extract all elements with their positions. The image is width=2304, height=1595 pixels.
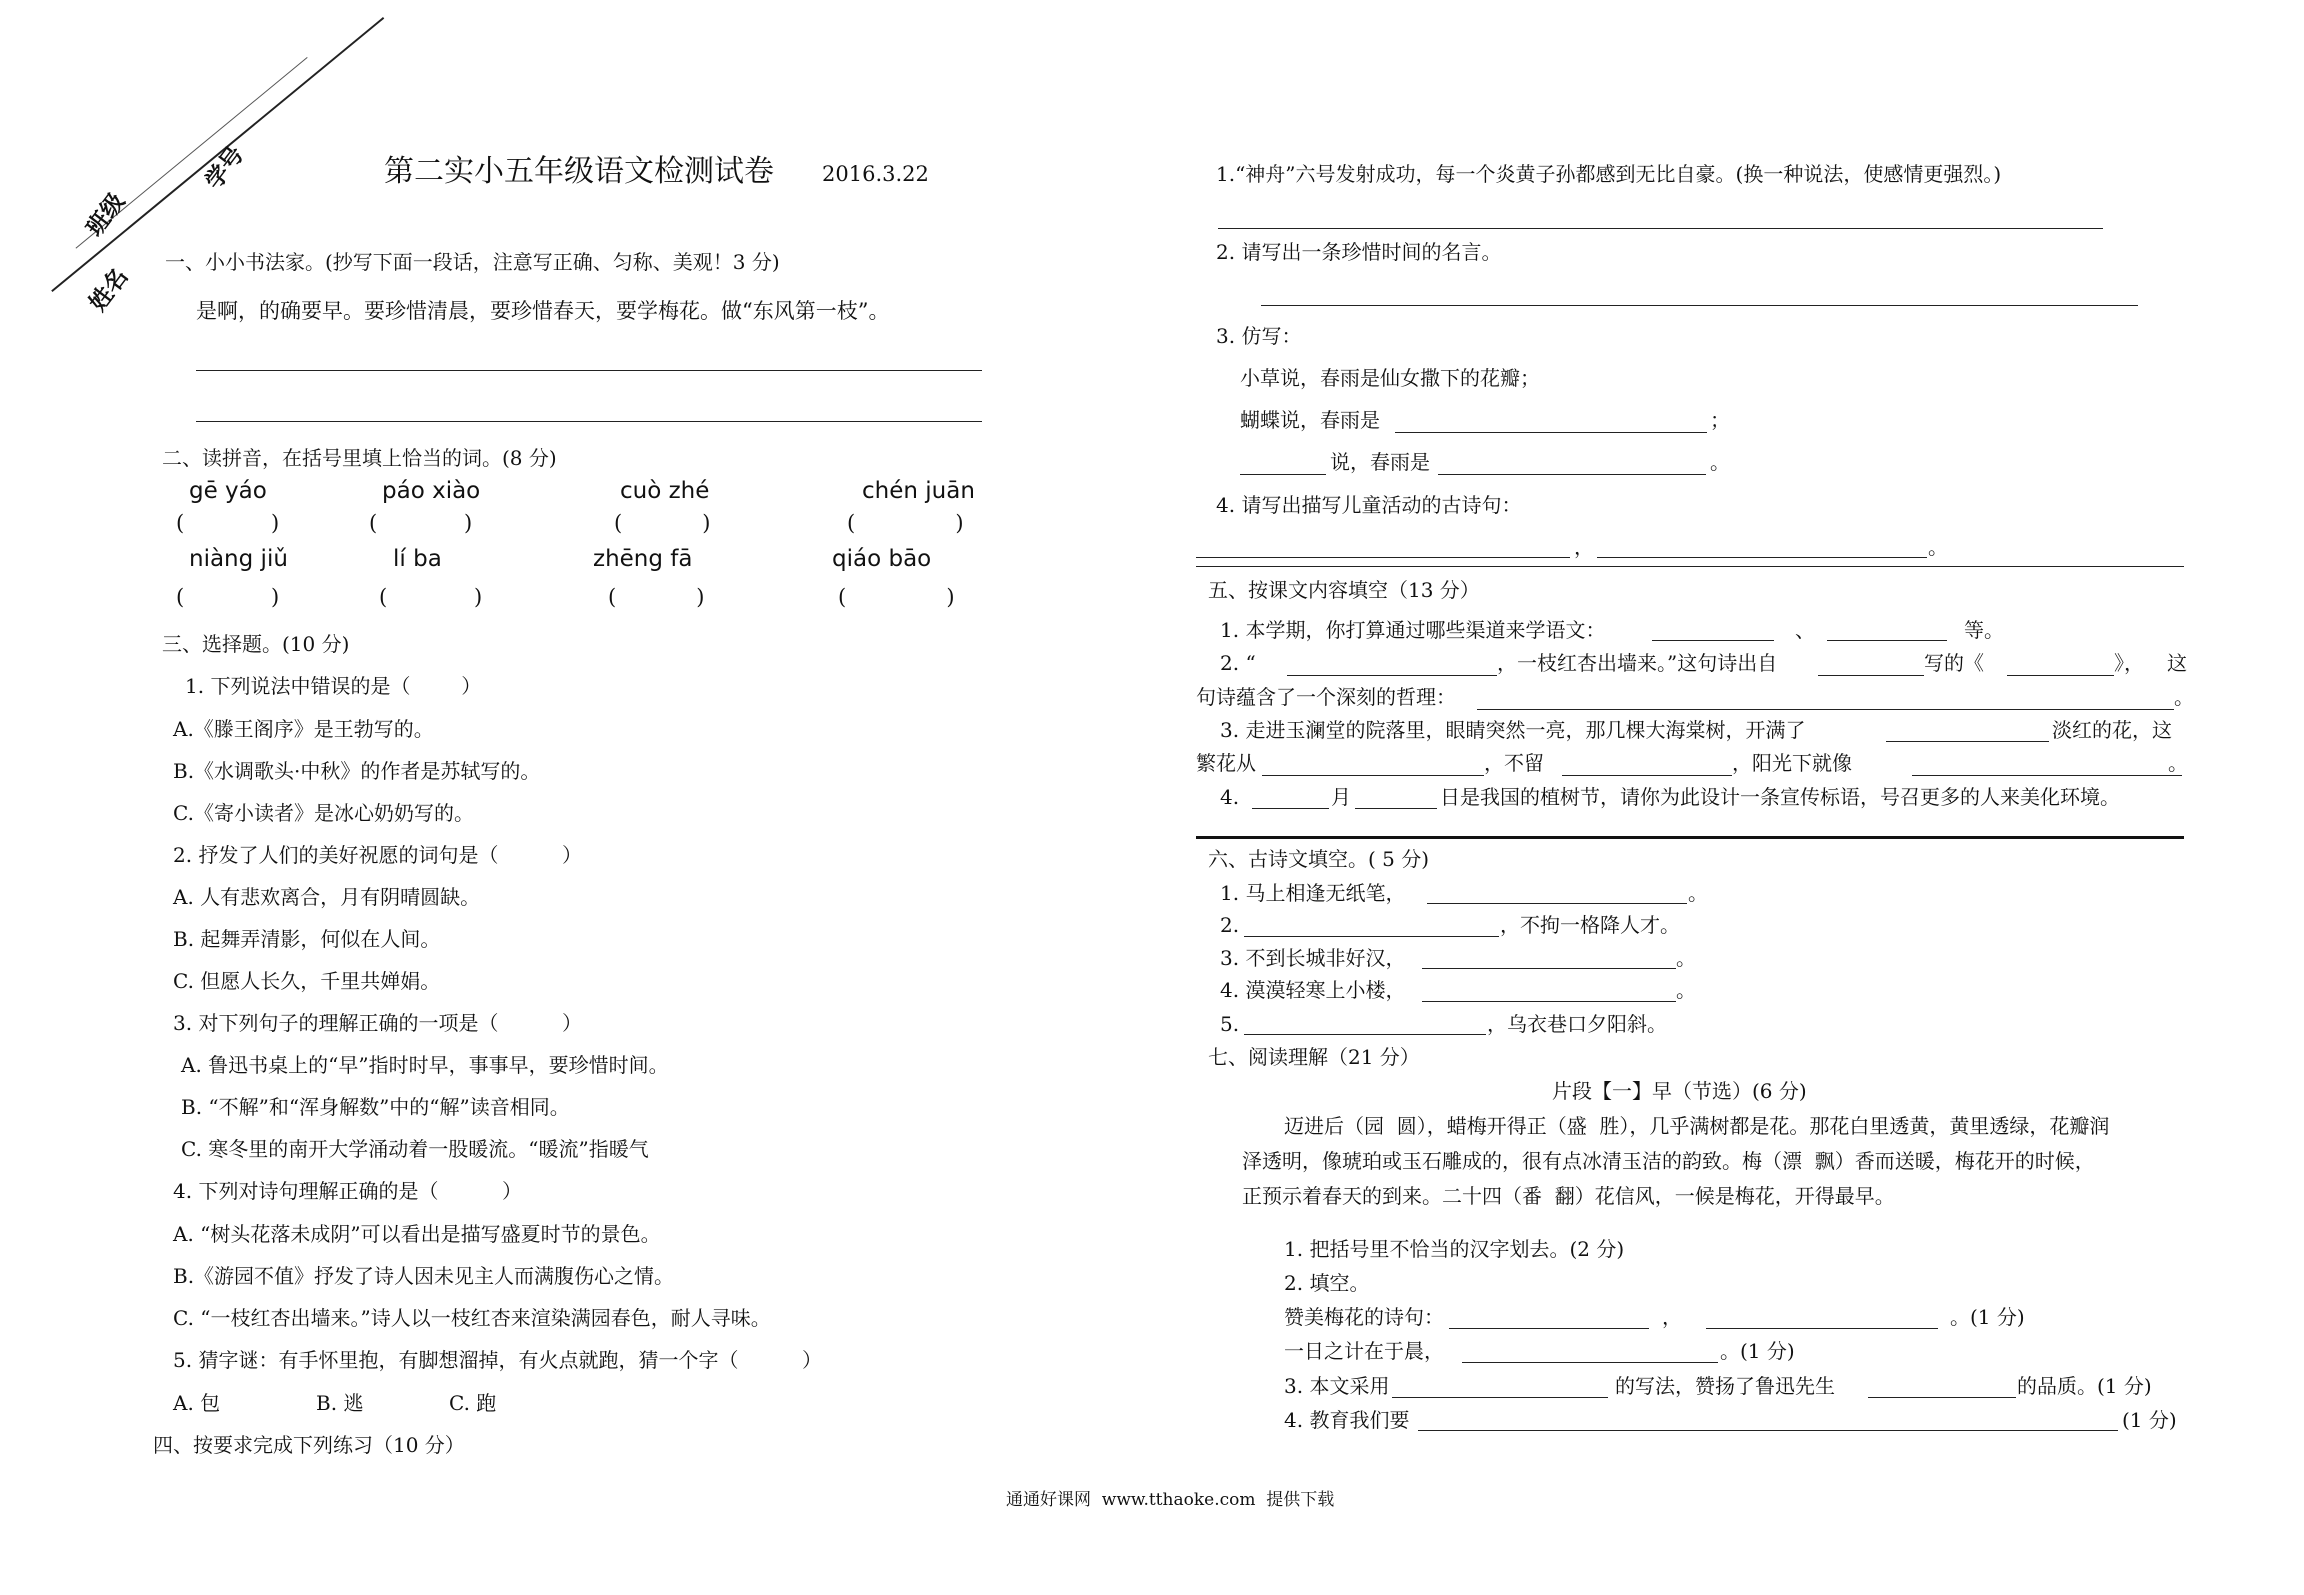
answer-brackets-5[interactable]: ( ) bbox=[176, 585, 280, 609]
answer-brackets-3[interactable]: ( ) bbox=[614, 511, 711, 535]
pinyin-2: páo xiào bbox=[382, 478, 481, 504]
period: 。 bbox=[1676, 978, 1696, 1002]
q3-2a: A. 人有悲欢离合，月有阴晴圆缺。 bbox=[173, 885, 481, 909]
answer-line[interactable] bbox=[1886, 741, 2049, 742]
answer-line[interactable] bbox=[2007, 675, 2114, 676]
pinyin-8: qiáo bāo bbox=[832, 546, 932, 572]
q3-2: 2. 抒发了人们的美好祝愿的词句是（ ） bbox=[173, 843, 583, 867]
answer-line[interactable] bbox=[1244, 936, 1499, 937]
answer-line[interactable] bbox=[1262, 775, 1484, 776]
passage-line-1: 迈进后（园 圆），蜡梅开得正（盛 胜），几乎满树都是花。那花白里透黄，黄里透绿，花瓣润 bbox=[1284, 1114, 2110, 1138]
sec7-q2b: ， bbox=[1662, 1305, 1682, 1329]
sec5-q3b: 淡红的花，这 bbox=[2052, 718, 2172, 742]
sec4-q3: 3. 仿写： bbox=[1216, 324, 1302, 348]
class-label: 班级 bbox=[80, 188, 131, 242]
period: 。 bbox=[2174, 685, 2194, 709]
q3-4c: C. “一枝红杏出墙来。”诗人以一枝红杏来渲染满园春色，耐人寻味。 bbox=[173, 1306, 771, 1330]
answer-brackets-6[interactable]: ( ) bbox=[379, 585, 483, 609]
sec6-q1: 1. 马上相逢无纸笔， bbox=[1220, 881, 1406, 905]
sec5-q2b: ，一枝红杏出墙来。”这句诗出自 bbox=[1497, 651, 1778, 675]
sec7-q2e: 。(1 分) bbox=[1720, 1339, 1795, 1363]
sec7-q3b: 的写法，赞扬了鲁迅先生 bbox=[1615, 1374, 1835, 1398]
q3-3a: A. 鲁迅书桌上的“早”指时时早，事事早，要珍惜时间。 bbox=[181, 1053, 669, 1077]
passage-line-2: 泽透明，像琥珀或玉石雕成的，很有点冰清玉洁的韵致。梅（漂 飘）香而送暖，梅花开的时候， bbox=[1242, 1149, 2095, 1173]
period: 。 bbox=[1688, 881, 1708, 905]
answer-line[interactable] bbox=[1261, 305, 2138, 306]
q3-2b: B. 起舞弄清影，何似在人间。 bbox=[173, 927, 441, 951]
passage-line-3: 正预示着春天的到来。二十四（番 翻）花信风，一候是梅花，开得最早。 bbox=[1242, 1184, 1895, 1208]
pinyin-7: zhēng fā bbox=[593, 546, 693, 572]
answer-line[interactable] bbox=[1438, 474, 1706, 475]
sec6-q5b: ，乌衣巷口夕阳斜。 bbox=[1487, 1012, 1667, 1036]
sec6-q4: 4. 漠漠轻寒上小楼， bbox=[1220, 978, 1406, 1002]
answer-line[interactable] bbox=[1562, 775, 1732, 776]
q3-4b: B.《游园不值》抒发了诗人因未见主人而满腹伤心之情。 bbox=[173, 1264, 675, 1288]
answer-line[interactable] bbox=[1652, 640, 1774, 641]
pinyin-1: gē yáo bbox=[189, 478, 267, 504]
answer-line[interactable] bbox=[1252, 808, 1329, 809]
write-line[interactable] bbox=[196, 421, 982, 422]
sec4-q3c: 说，春雨是 bbox=[1330, 450, 1430, 474]
sec4-q2: 2. 请写出一条珍惜时间的名言。 bbox=[1216, 240, 1502, 264]
answer-line[interactable] bbox=[1597, 557, 1927, 558]
sec6-q2a: 2. bbox=[1220, 913, 1240, 937]
q3-1b: B.《水调歌头·中秋》的作者是苏轼写的。 bbox=[173, 759, 541, 783]
sec1-heading: 一、小小书法家。(抄写下面一段话，注意写正确、匀称、美观！3 分) bbox=[165, 250, 780, 274]
q3-5a: A. 包 bbox=[173, 1391, 221, 1415]
sec7-q1: 1. 把括号里不恰当的汉字划去。(2 分) bbox=[1284, 1237, 1625, 1261]
pinyin-3: cuò zhé bbox=[620, 478, 710, 504]
name-label: 姓名 bbox=[83, 263, 134, 317]
period: 。 bbox=[1676, 946, 1696, 970]
sec4-q1: 1.“神舟”六号发射成功，每一个炎黄子孙都感到无比自豪。(换一种说法，使感情更强烈。) bbox=[1216, 162, 2002, 186]
answer-line[interactable] bbox=[1706, 1328, 1938, 1329]
sec5-q2e: 这 bbox=[2167, 651, 2187, 675]
q3-1a: A.《滕王阁序》是王勃写的。 bbox=[173, 717, 434, 741]
sec7-subtitle: 片段【一】早（节选）(6 分) bbox=[1552, 1079, 1807, 1103]
comma: ， bbox=[1574, 535, 1594, 559]
sec5-q3e: ，阳光下就像 bbox=[1732, 751, 1852, 775]
answer-brackets-8[interactable]: ( ) bbox=[838, 585, 955, 609]
answer-brackets-4[interactable]: ( ) bbox=[847, 511, 964, 535]
sec6-q5a: 5. bbox=[1220, 1012, 1240, 1036]
q3-5c: C. 跑 bbox=[449, 1391, 497, 1415]
answer-line[interactable] bbox=[1868, 1397, 2016, 1398]
answer-line[interactable] bbox=[1427, 903, 1687, 904]
sec4-q3b: 蝴蝶说，春雨是 bbox=[1240, 408, 1380, 432]
answer-line[interactable] bbox=[1196, 557, 1570, 558]
sec5-q3d: ，不留 bbox=[1484, 751, 1544, 775]
pinyin-5: niàng jiǔ bbox=[189, 546, 288, 572]
sec5-q2f: 句诗蕴含了一个深刻的哲理： bbox=[1196, 685, 1456, 709]
answer-line[interactable] bbox=[1395, 432, 1707, 433]
sec5-q2d: 》， bbox=[2114, 651, 2144, 675]
sec5-q2c: 写的《 bbox=[1924, 651, 1984, 675]
sec5-q4b: 月 bbox=[1331, 785, 1351, 809]
sec1-text: 是啊，的确要早。要珍惜清晨，要珍惜春天，要学梅花。做“东风第一枝”。 bbox=[196, 299, 890, 323]
section-divider bbox=[1196, 836, 2184, 839]
sec4-q3a: 小草说，春雨是仙女撒下的花瓣； bbox=[1240, 366, 1540, 390]
sec5-heading: 五、按课文内容填空（13 分） bbox=[1208, 578, 1480, 602]
sec5-q4c: 日是我国的植树节，请你为此设计一条宣传标语，号召更多的人来美化环境。 bbox=[1440, 785, 2120, 809]
sec6-q2b: ，不拘一格降人才。 bbox=[1500, 913, 1680, 937]
answer-line[interactable] bbox=[1392, 1397, 1608, 1398]
answer-line[interactable] bbox=[1355, 808, 1437, 809]
sec5-q3a: 3. 走进玉澜堂的院落里，眼睛突然一亮，那几棵大海棠树，开满了 bbox=[1220, 718, 1806, 742]
answer-line[interactable] bbox=[1912, 775, 2182, 776]
q3-3c: C. 寒冬里的南开大学涌动着一股暖流。“暖流”指暖气 bbox=[181, 1137, 649, 1161]
footer-source: 通通好课网 www.tthaoke.com 提供下载 bbox=[1006, 1490, 1335, 1510]
answer-brackets-1[interactable]: ( ) bbox=[176, 511, 280, 535]
exam-date: 2016.3.22 bbox=[822, 162, 929, 186]
pinyin-4: chén juān bbox=[862, 478, 975, 504]
sec5-q1c: 等。 bbox=[1964, 618, 2004, 642]
q3-5b: B. 逃 bbox=[316, 1391, 364, 1415]
sec3-heading: 三、选择题。(10 分) bbox=[162, 632, 350, 656]
q3-3: 3. 对下列句子的理解正确的一项是（ ） bbox=[173, 1011, 583, 1035]
student-id-label: 学号 bbox=[199, 141, 250, 195]
q3-1c: C.《寄小读者》是冰心奶奶写的。 bbox=[173, 801, 474, 825]
sec7-q2d: 一日之计在于晨， bbox=[1284, 1339, 1444, 1363]
sec4-heading: 四、按要求完成下列练习（10 分） bbox=[153, 1433, 465, 1457]
answer-line[interactable] bbox=[1462, 1362, 1718, 1363]
semicolon: ； bbox=[1710, 408, 1730, 432]
answer-brackets-2[interactable]: ( ) bbox=[369, 511, 473, 535]
write-line[interactable] bbox=[196, 370, 982, 371]
answer-line[interactable] bbox=[1827, 640, 1947, 641]
pinyin-6: lí ba bbox=[393, 546, 442, 572]
sec6-q3: 3. 不到长城非好汉， bbox=[1220, 946, 1406, 970]
answer-line[interactable] bbox=[1422, 968, 1676, 969]
sec7-q2: 2. 填空。 bbox=[1284, 1271, 1370, 1295]
section-divider bbox=[1196, 566, 2184, 567]
period: 。 bbox=[1710, 450, 1730, 474]
sec5-q1a: 1. 本学期，你打算通过哪些渠道来学语文： bbox=[1220, 618, 1606, 642]
sec2-heading: 二、读拼音，在括号里填上恰当的词。(8 分) bbox=[162, 446, 557, 470]
answer-line[interactable] bbox=[1818, 675, 1924, 676]
sec5-q3c: 繁花从 bbox=[1196, 751, 1256, 775]
answer-line[interactable] bbox=[1418, 1430, 2118, 1431]
sec5-q4a: 4. bbox=[1220, 785, 1240, 809]
q3-4: 4. 下列对诗句理解正确的是（ ） bbox=[173, 1179, 523, 1203]
sec4-q4: 4. 请写出描写儿童活动的古诗句： bbox=[1216, 493, 1522, 517]
sec7-q3a: 3. 本文采用 bbox=[1284, 1374, 1390, 1398]
q3-3b: B. “不解”和“浑身解数”中的“解”读音相同。 bbox=[181, 1095, 570, 1119]
period: 。 bbox=[2168, 751, 2188, 775]
answer-line[interactable] bbox=[1218, 228, 2103, 229]
sec5-q2a: 2. “ bbox=[1220, 651, 1256, 675]
sec7-q3c: 的品质。(1 分) bbox=[2017, 1374, 2152, 1398]
answer-line[interactable] bbox=[1240, 474, 1326, 475]
period: 。 bbox=[1928, 535, 1948, 559]
answer-line[interactable] bbox=[1244, 1034, 1486, 1035]
sec6-heading: 六、古诗文填空。( 5 分) bbox=[1208, 847, 1430, 871]
sec7-q2c: 。(1 分) bbox=[1950, 1305, 2025, 1329]
q3-4a: A. “树头花落未成阴”可以看出是描写盛夏时节的景色。 bbox=[173, 1222, 661, 1246]
answer-line[interactable] bbox=[1287, 675, 1497, 676]
q3-1: 1. 下列说法中错误的是（ ） bbox=[185, 674, 482, 698]
q3-2c: C. 但愿人长久，千里共婵娟。 bbox=[173, 969, 441, 993]
sec7-q4a: 4. 教育我们要 bbox=[1284, 1408, 1410, 1432]
answer-line[interactable] bbox=[1422, 1001, 1676, 1002]
q3-5: 5. 猜字谜：有手怀里抱，有脚想溜掉，有火点就跑，猜一个字（ ） bbox=[173, 1348, 823, 1372]
sec5-q1b: 、 bbox=[1795, 618, 1815, 642]
answer-line[interactable] bbox=[1449, 1328, 1649, 1329]
page-title: 第二实小五年级语文检测试卷 bbox=[384, 154, 774, 189]
answer-brackets-7[interactable]: ( ) bbox=[608, 585, 705, 609]
sec7-q2a: 赞美梅花的诗句： bbox=[1284, 1305, 1444, 1329]
sec7-q4b: (1 分) bbox=[2122, 1408, 2177, 1432]
answer-line[interactable] bbox=[1477, 709, 2174, 710]
sec7-heading: 七、阅读理解（21 分） bbox=[1208, 1045, 1420, 1069]
